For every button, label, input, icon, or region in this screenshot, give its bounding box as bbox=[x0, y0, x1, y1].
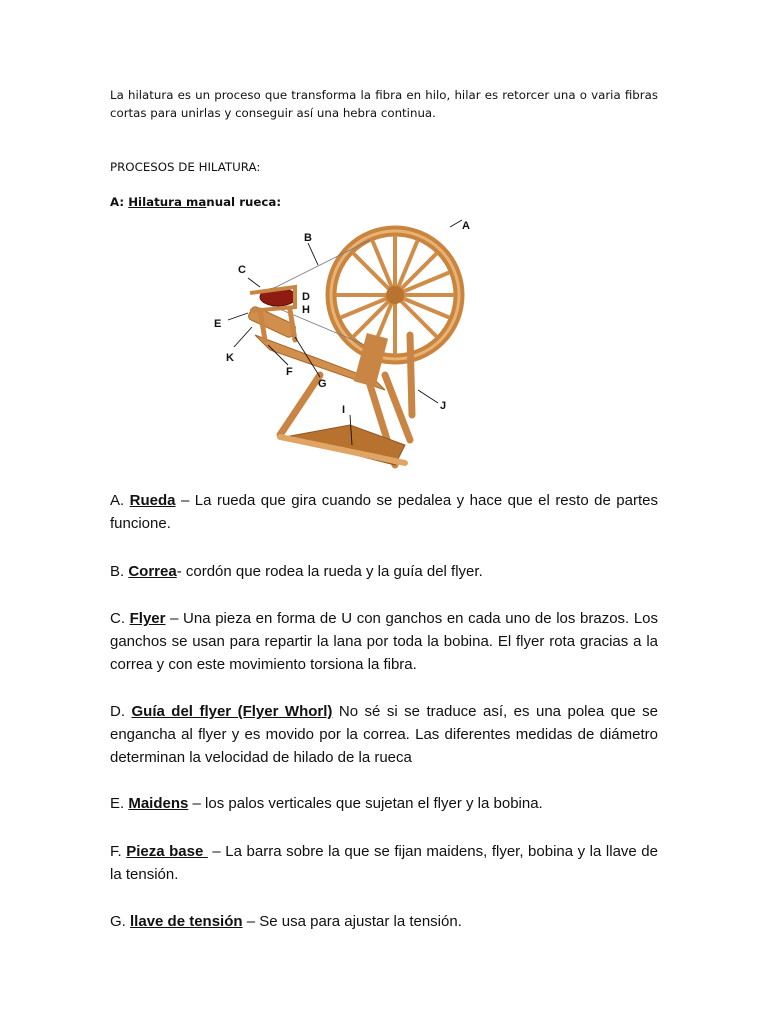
item-letter: E. bbox=[110, 795, 129, 812]
item-text: – La barra sobre la que se fijan maidens, flyer, bobina y la llave de la tensión. bbox=[110, 843, 658, 884]
item-text: – La rueda que gira cuando se pedalea y hace que el resto de partes funcione. bbox=[110, 492, 658, 533]
subheading-rest: nual rueca: bbox=[206, 195, 282, 209]
item-letter: F. bbox=[110, 843, 127, 860]
item-text: – los palos verticales que sujetan el flyer y la bobina. bbox=[188, 795, 543, 812]
figure-label-h: H bbox=[302, 304, 310, 316]
figure-label-a: A bbox=[462, 220, 470, 232]
item-letter: B. bbox=[110, 563, 129, 580]
figure-label-d: D bbox=[302, 291, 310, 303]
definition-pieza-base bbox=[110, 840, 658, 886]
item-term: Guía del flyer (Flyer Whorl) bbox=[131, 703, 333, 720]
spinning-wheel-illustration bbox=[200, 215, 500, 480]
definition-llave-de-tension bbox=[110, 910, 658, 933]
figure-label-b: B bbox=[304, 232, 312, 244]
item-letter: A. bbox=[110, 492, 130, 509]
section-subheading bbox=[110, 193, 658, 211]
definition-guia-del-flyer bbox=[110, 700, 658, 770]
definition-maidens bbox=[110, 792, 658, 815]
definition-rueda bbox=[110, 489, 658, 535]
definition-flyer bbox=[110, 607, 658, 677]
item-text: - cordón que rodea la rueda y la guía del flyer. bbox=[176, 563, 483, 580]
item-term: Pieza base bbox=[126, 843, 208, 860]
figure-label-i: I bbox=[342, 404, 346, 416]
figure-label-k: K bbox=[226, 352, 234, 364]
item-text: No sé si se traduce así, es una polea que se engancha al flyer y es movido por la correa. Las diferentes medidas de diámetro determinan la velocidad de hilado de la rueca bbox=[110, 703, 658, 767]
figure-label-j: J bbox=[440, 400, 447, 412]
subheading-underlined: Hilatura ma bbox=[128, 195, 207, 209]
item-letter: G. bbox=[110, 913, 131, 930]
item-term: llave de tensión bbox=[130, 913, 243, 930]
spinning-wheel-figure bbox=[200, 215, 500, 480]
item-text: – Se usa para ajustar la tensión. bbox=[242, 913, 462, 930]
figure-label-c: C bbox=[238, 264, 246, 276]
wheel-hub bbox=[386, 286, 404, 304]
subheading-prefix: A: bbox=[110, 195, 129, 209]
figure-label-f: F bbox=[286, 366, 293, 378]
item-term: Flyer bbox=[129, 610, 166, 627]
procesos-heading: PROCESOS DE HILATURA: bbox=[110, 160, 261, 174]
item-text: – Una pieza en forma de U con ganchos en cada uno de los brazos. Los ganchos se usan para repartir la lana por toda la bobina. El flyer rota gracias a la correa y con este movimiento torsiona la fibra. bbox=[110, 610, 659, 674]
definition-correa bbox=[110, 560, 658, 583]
item-letter: C. bbox=[110, 610, 130, 627]
figure-label-e: E bbox=[214, 318, 222, 330]
figure-label-g: G bbox=[318, 378, 327, 390]
item-term: Rueda bbox=[129, 492, 176, 509]
intro-paragraph: La hilatura es un proceso que transforma la fibra en hilo, hilar es retorcer una o varia fibras cortas para unirlas y conseguir así una hebra continua. bbox=[110, 88, 658, 120]
item-term: Correa bbox=[128, 563, 177, 580]
item-letter: D. bbox=[110, 703, 132, 720]
item-term: Maidens bbox=[128, 795, 189, 812]
